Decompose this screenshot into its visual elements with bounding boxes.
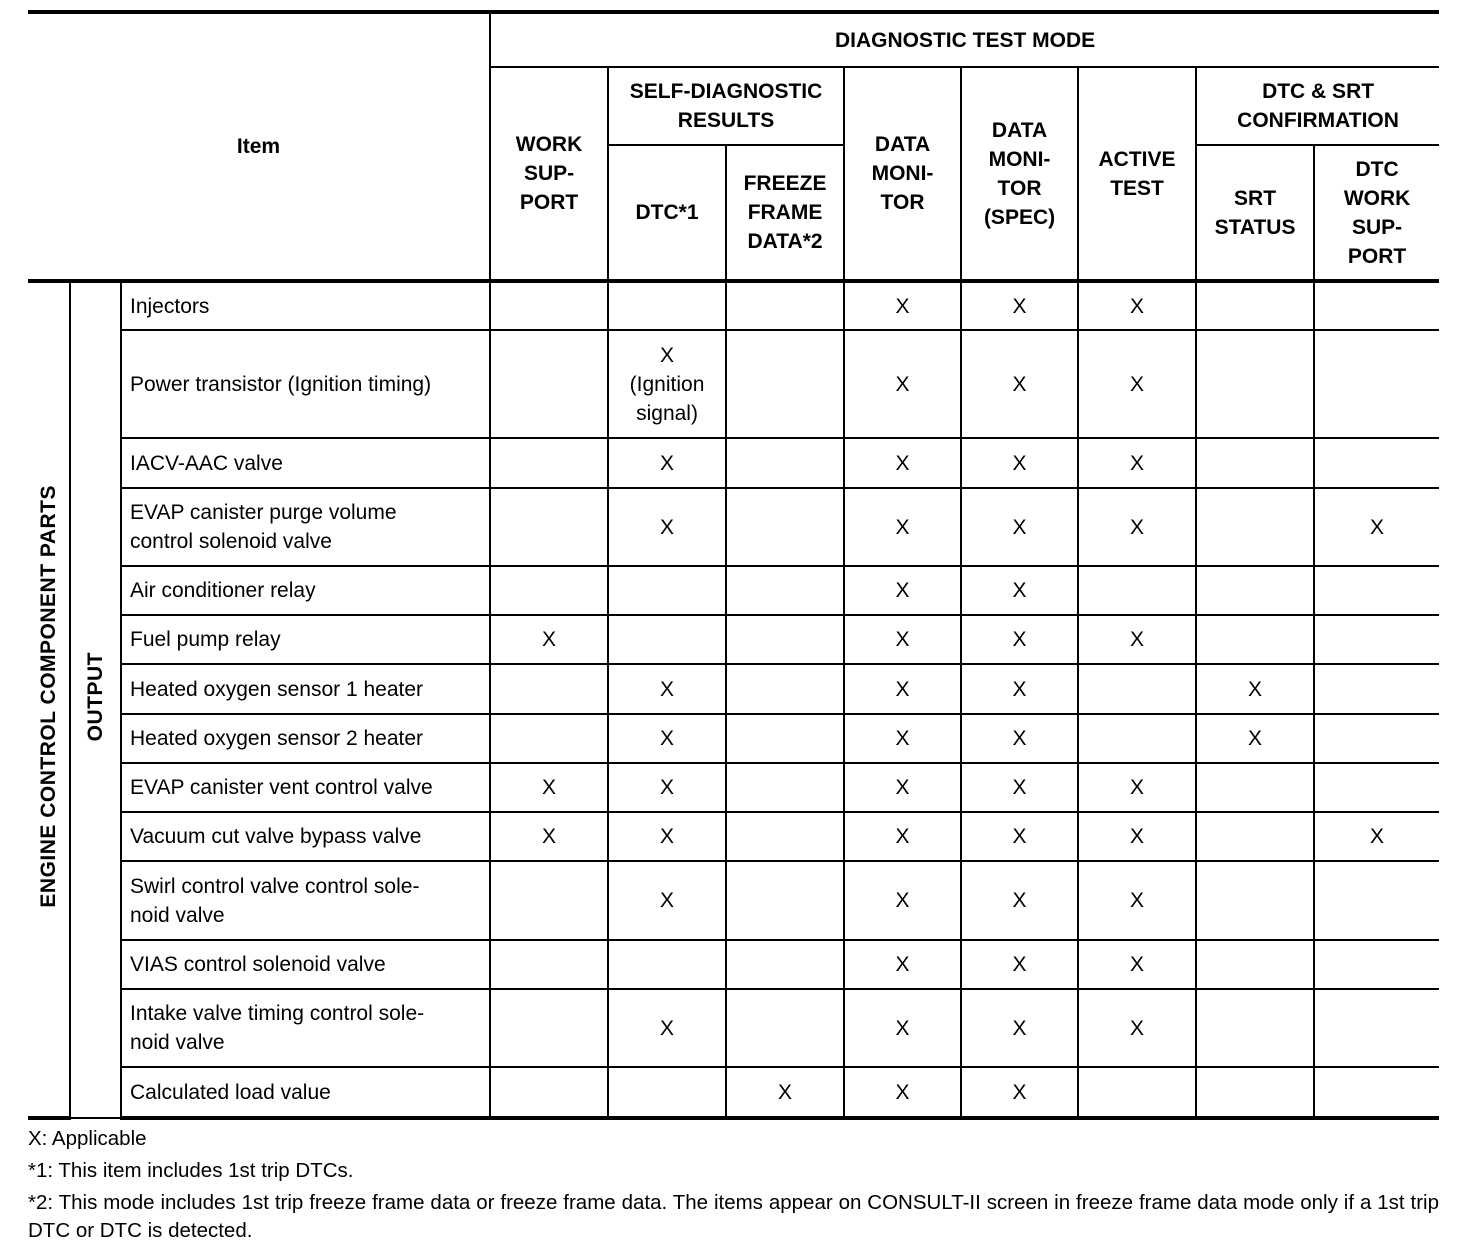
applicability-cell: [1314, 281, 1439, 330]
applicability-cell: [490, 989, 608, 1067]
applicability-cell: [1314, 330, 1439, 438]
table-body: [28, 281, 1439, 1118]
applicability-cell: [1314, 615, 1439, 664]
applicability-cell: [1078, 714, 1196, 763]
applicability-cell: X: [961, 763, 1078, 812]
item-name-cell: Air conditioner relay: [121, 566, 490, 615]
applicability-cell: X: [1078, 330, 1196, 438]
table-row: [28, 615, 1439, 664]
applicability-cell: [726, 763, 844, 812]
applicability-cell: [608, 281, 726, 330]
applicability-cell: [1196, 615, 1314, 664]
applicability-cell: [726, 989, 844, 1067]
applicability-cell: [1196, 330, 1314, 438]
applicability-cell: X: [1078, 281, 1196, 330]
applicability-cell: X: [1078, 940, 1196, 989]
applicability-cell: X: [961, 812, 1078, 861]
applicability-cell: [726, 664, 844, 714]
applicability-cell: [608, 1067, 726, 1118]
applicability-cell: X: [961, 438, 1078, 488]
applicability-cell: X: [844, 1067, 961, 1118]
table-row: [28, 763, 1439, 812]
table-row: [28, 989, 1439, 1067]
srt-status-header: SRT STATUS: [1196, 145, 1314, 281]
applicability-cell: [726, 566, 844, 615]
applicability-cell: [608, 940, 726, 989]
applicability-cell: X: [844, 488, 961, 566]
applicability-cell: [726, 812, 844, 861]
applicability-cell: X: [844, 763, 961, 812]
applicability-cell: [1196, 989, 1314, 1067]
applicability-cell: [1314, 940, 1439, 989]
item-name-cell: Power transistor (Ignition timing): [121, 330, 490, 438]
applicability-cell: [726, 281, 844, 330]
item-name-cell: VIAS control solenoid valve: [121, 940, 490, 989]
applicability-cell: [490, 488, 608, 566]
freeze-frame-data-header: FREEZE FRAME DATA*2: [726, 145, 844, 281]
applicability-cell: [1196, 940, 1314, 989]
applicability-cell: X: [726, 1067, 844, 1118]
applicability-cell: [1314, 438, 1439, 488]
applicability-cell: [1196, 438, 1314, 488]
footnotes: [28, 1125, 1439, 1249]
applicability-cell: X: [961, 989, 1078, 1067]
item-name-cell: Intake valve timing control sole- noid valve: [121, 989, 490, 1067]
applicability-cell: [490, 438, 608, 488]
applicability-cell: X: [844, 861, 961, 940]
table-row: [28, 566, 1439, 615]
item-name-cell: Vacuum cut valve bypass valve: [121, 812, 490, 861]
applicability-cell: X: [961, 566, 1078, 615]
applicability-cell: X: [961, 940, 1078, 989]
data-monitor-header: DATA MONI- TOR: [844, 67, 961, 281]
applicability-cell: [1196, 281, 1314, 330]
applicability-cell: X: [844, 714, 961, 763]
applicability-cell: X: [844, 812, 961, 861]
work-support-header: WORK SUP- PORT: [490, 67, 608, 281]
applicability-cell: X (Ignition signal): [608, 330, 726, 438]
applicability-cell: [490, 664, 608, 714]
applicability-cell: X: [844, 566, 961, 615]
table-row: [28, 714, 1439, 763]
table-row: [28, 664, 1439, 714]
applicability-cell: X: [961, 714, 1078, 763]
applicability-cell: X: [844, 330, 961, 438]
applicability-cell: X: [844, 989, 961, 1067]
applicability-cell: [1196, 763, 1314, 812]
item-name-cell: Heated oxygen sensor 1 heater: [121, 664, 490, 714]
diagnostic-mode-table: [28, 10, 1439, 1120]
data-monitor-spec-header: DATA MONI- TOR (SPEC): [961, 67, 1078, 281]
applicability-cell: [1314, 861, 1439, 940]
engine-control-component-parts-label: ENGINE CONTROL COMPONENT PARTS: [28, 281, 70, 1118]
active-test-header: ACTIVE TEST: [1078, 67, 1196, 281]
applicability-cell: X: [844, 615, 961, 664]
applicability-cell: [1196, 861, 1314, 940]
applicability-cell: [1078, 664, 1196, 714]
item-name-cell: EVAP canister vent control valve: [121, 763, 490, 812]
applicability-cell: X: [608, 488, 726, 566]
applicability-cell: [1196, 812, 1314, 861]
table-row: [28, 488, 1439, 566]
item-name-cell: EVAP canister purge volume control solenoid valve: [121, 488, 490, 566]
dtc-work-support-header: DTC WORK SUP- PORT: [1314, 145, 1439, 281]
applicability-cell: X: [961, 488, 1078, 566]
applicability-cell: X: [608, 989, 726, 1067]
applicability-cell: X: [961, 281, 1078, 330]
applicability-cell: [1314, 566, 1439, 615]
item-name-cell: IACV-AAC valve: [121, 438, 490, 488]
dtc-srt-confirmation-header: DTC & SRT CONFIRMATION: [1196, 67, 1439, 145]
applicability-cell: [1196, 488, 1314, 566]
applicability-cell: [726, 438, 844, 488]
applicability-cell: [490, 330, 608, 438]
applicability-cell: [1314, 664, 1439, 714]
applicability-cell: [490, 281, 608, 330]
applicability-cell: [1196, 566, 1314, 615]
applicability-cell: X: [1196, 664, 1314, 714]
applicability-cell: [726, 488, 844, 566]
applicability-cell: X: [1314, 488, 1439, 566]
applicability-cell: [1314, 763, 1439, 812]
applicability-cell: [490, 940, 608, 989]
applicability-cell: X: [961, 330, 1078, 438]
note-2: *2: This mode includes 1st trip freeze frame data or freeze frame data. The items appear on CONSULT-II screen in freeze frame data mode only if a 1st trip DTC or DTC is detected.: [28, 1191, 1439, 1242]
table-row: [28, 940, 1439, 989]
table-row: [28, 438, 1439, 488]
applicability-cell: X: [844, 940, 961, 989]
applicability-cell: [726, 861, 844, 940]
diagnostic-test-mode-header: DIAGNOSTIC TEST MODE: [490, 12, 1439, 67]
item-name-cell: Calculated load value: [121, 1067, 490, 1118]
applicability-cell: [490, 861, 608, 940]
applicability-cell: [490, 566, 608, 615]
applicability-cell: X: [608, 438, 726, 488]
applicability-cell: X: [1078, 861, 1196, 940]
applicability-cell: X: [608, 861, 726, 940]
note-1: *1: This item includes 1st trip DTCs.: [28, 1159, 354, 1182]
applicability-cell: X: [961, 861, 1078, 940]
item-name-cell: Heated oxygen sensor 2 heater: [121, 714, 490, 763]
applicability-cell: X: [1078, 615, 1196, 664]
applicability-cell: [726, 615, 844, 664]
item-name-cell: Injectors: [121, 281, 490, 330]
self-diagnostic-results-header: SELF-DIAGNOSTIC RESULTS: [608, 67, 844, 145]
applicability-cell: [1314, 989, 1439, 1067]
applicability-cell: X: [490, 615, 608, 664]
applicability-cell: X: [961, 1067, 1078, 1118]
applicability-cell: [490, 1067, 608, 1118]
applicability-cell: [726, 714, 844, 763]
applicability-cell: X: [608, 763, 726, 812]
applicability-cell: [1078, 1067, 1196, 1118]
note-applicable: X: Applicable: [28, 1127, 147, 1150]
item-column-header: Item: [28, 12, 490, 281]
item-name-cell: Fuel pump relay: [121, 615, 490, 664]
applicability-cell: X: [1078, 488, 1196, 566]
applicability-cell: X: [490, 763, 608, 812]
applicability-cell: X: [1314, 812, 1439, 861]
table-row: [28, 812, 1439, 861]
applicability-cell: X: [608, 664, 726, 714]
applicability-cell: [1196, 1067, 1314, 1118]
applicability-cell: X: [490, 812, 608, 861]
applicability-cell: [726, 330, 844, 438]
applicability-cell: X: [608, 714, 726, 763]
output-label: OUTPUT: [70, 281, 121, 1118]
applicability-cell: [1314, 714, 1439, 763]
applicability-cell: X: [1078, 763, 1196, 812]
applicability-cell: [1078, 566, 1196, 615]
item-name-cell: Swirl control valve control sole- noid valve: [121, 861, 490, 940]
applicability-cell: X: [1078, 438, 1196, 488]
applicability-cell: X: [1078, 812, 1196, 861]
applicability-cell: X: [844, 664, 961, 714]
applicability-cell: X: [608, 812, 726, 861]
applicability-cell: [608, 615, 726, 664]
applicability-cell: [608, 566, 726, 615]
applicability-cell: X: [844, 281, 961, 330]
applicability-cell: [1314, 1067, 1439, 1118]
table-row: [28, 861, 1439, 940]
applicability-cell: [726, 940, 844, 989]
table-row: [28, 281, 1439, 330]
dtc-header: DTC*1: [608, 145, 726, 281]
table-row: [28, 1067, 1439, 1118]
applicability-cell: X: [844, 438, 961, 488]
applicability-cell: [490, 714, 608, 763]
applicability-cell: X: [961, 615, 1078, 664]
applicability-cell: X: [1078, 989, 1196, 1067]
table-row: [28, 330, 1439, 438]
applicability-cell: X: [961, 664, 1078, 714]
applicability-cell: X: [1196, 714, 1314, 763]
